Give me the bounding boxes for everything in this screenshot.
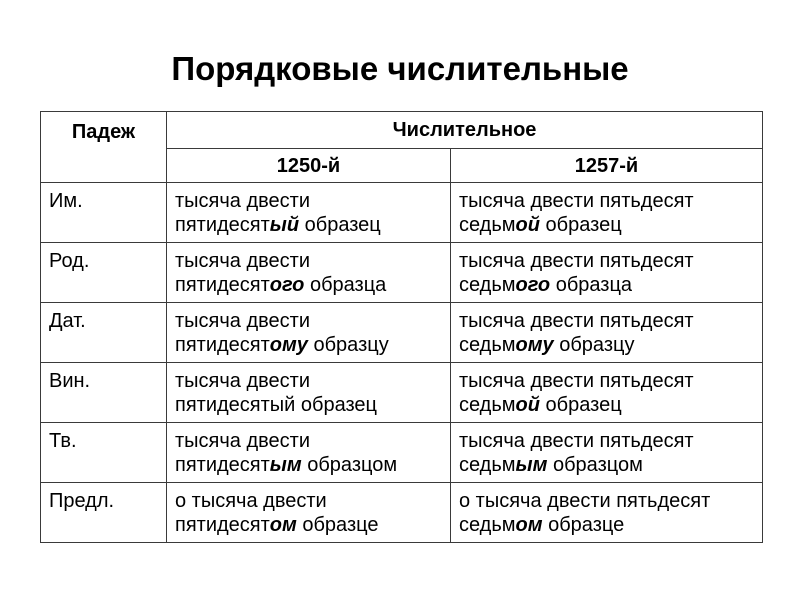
- phrase-cell-1250: [167, 363, 451, 423]
- phrase-line-1: [175, 369, 450, 393]
- ordinal-ending: ой: [515, 394, 540, 416]
- noun-word: образца: [550, 274, 633, 296]
- phrase-line-2: [459, 273, 762, 297]
- noun-word: образец: [539, 394, 622, 416]
- phrase-cell-1250: [167, 183, 451, 243]
- numeral-column-header: Числительное: [167, 112, 763, 149]
- phrase-cell-1257: [451, 363, 763, 423]
- ordinal-ending: ым: [269, 454, 302, 476]
- ordinal-ending: ой: [515, 214, 540, 236]
- page-title: Порядковые числительные: [171, 50, 629, 87]
- phrase-cell-1250: [167, 303, 451, 363]
- phrase-line-2: [459, 513, 762, 537]
- phrase-prefix: о тысяча двести: [175, 490, 327, 512]
- ordinal-ending: ого: [269, 274, 305, 296]
- noun-word: образце: [542, 514, 625, 536]
- ordinal-ending: ому: [515, 334, 554, 356]
- phrase-prefix: тысяча двести: [175, 430, 310, 452]
- noun-word: образцу: [553, 334, 635, 356]
- noun-word: образцом: [547, 454, 643, 476]
- declension-table: [40, 111, 763, 543]
- table-row: [41, 183, 763, 243]
- ordinal-stem: седьм: [459, 514, 516, 536]
- phrase-line-1: [459, 249, 762, 273]
- noun-word: образец: [299, 214, 381, 236]
- case-cell: Род.: [41, 243, 167, 303]
- phrase-line-2: [175, 513, 450, 537]
- ordinal-stem: пятидесят: [175, 454, 270, 476]
- phrase-line-2: [175, 273, 450, 297]
- ordinal-stem: пятидесят: [175, 214, 270, 236]
- ordinal-stem: пятидесят: [175, 514, 270, 536]
- ordinal-stem: седьм: [459, 394, 516, 416]
- phrase-prefix: тысяча двести: [175, 250, 310, 272]
- phrase-cell-1257: [451, 483, 763, 543]
- phrase-line-1: [175, 429, 450, 453]
- phrase-line-2: [175, 393, 450, 417]
- phrase-line-1: [175, 489, 450, 513]
- phrase-prefix: тысяча двести пятьдесят: [459, 190, 694, 212]
- table-row: [41, 303, 763, 363]
- phrase-line-2: [459, 213, 762, 237]
- table-row: [41, 243, 763, 303]
- phrase-prefix: тысяча двести: [175, 190, 310, 212]
- numeral-1250-header: 1250-й: [167, 149, 451, 183]
- ordinal-ending: ым: [515, 454, 548, 476]
- ordinal-stem: седьм: [459, 214, 516, 236]
- ordinal-stem: седьм: [459, 334, 516, 356]
- noun-word: образцом: [301, 454, 398, 476]
- noun-word: образец: [295, 394, 378, 416]
- ordinal-stem: пятидесят: [175, 334, 270, 356]
- phrase-line-1: [459, 309, 762, 333]
- phrase-line-2: [175, 333, 450, 357]
- phrase-line-2: [459, 333, 762, 357]
- phrase-cell-1257: [451, 423, 763, 483]
- phrase-cell-1257: [451, 303, 763, 363]
- phrase-line-1: [459, 429, 762, 453]
- ordinal-stem: пятидесятый: [175, 394, 296, 416]
- phrase-line-2: [175, 453, 450, 477]
- ordinal-ending: ому: [269, 334, 308, 356]
- phrase-line-1: [459, 189, 762, 213]
- table-row: [41, 363, 763, 423]
- case-cell: Тв.: [41, 423, 167, 483]
- case-cell: Им.: [41, 183, 167, 243]
- ordinal-stem: седьм: [459, 274, 516, 296]
- phrase-prefix: тысяча двести пятьдесят: [459, 430, 694, 452]
- noun-word: образца: [304, 274, 387, 296]
- case-column-header: Падеж: [41, 112, 167, 183]
- ordinal-ending: ый: [269, 214, 300, 236]
- phrase-prefix: тысяча двести пятьдесят: [459, 310, 694, 332]
- phrase-line-1: [175, 189, 450, 213]
- phrase-cell-1257: [451, 183, 763, 243]
- phrase-line-1: [175, 309, 450, 333]
- noun-word: образце: [296, 514, 379, 536]
- phrase-prefix: тысяча двести: [175, 310, 310, 332]
- phrase-cell-1250: [167, 243, 451, 303]
- phrase-line-2: [459, 453, 762, 477]
- case-cell: Дат.: [41, 303, 167, 363]
- ordinal-ending: ом: [515, 514, 543, 536]
- noun-word: образец: [539, 214, 622, 236]
- header-row: [41, 112, 763, 149]
- phrase-prefix: тысяча двести: [175, 370, 310, 392]
- table-row: [41, 423, 763, 483]
- case-cell: Вин.: [41, 363, 167, 423]
- phrase-cell-1257: [451, 243, 763, 303]
- phrase-line-1: [175, 249, 450, 273]
- case-cell: Предл.: [41, 483, 167, 543]
- ordinal-ending: ом: [269, 514, 297, 536]
- phrase-prefix: тысяча двести пятьдесят: [459, 250, 694, 272]
- phrase-prefix: тысяча двести пятьдесят: [459, 370, 694, 392]
- table-row: [41, 483, 763, 543]
- phrase-line-2: [175, 213, 450, 237]
- phrase-cell-1250: [167, 423, 451, 483]
- phrase-line-2: [459, 393, 762, 417]
- phrase-line-1: [459, 489, 762, 513]
- noun-word: образцу: [307, 334, 389, 356]
- numeral-1257-header: 1257-й: [451, 149, 763, 183]
- ordinal-stem: седьм: [459, 454, 516, 476]
- ordinal-stem: пятидесят: [175, 274, 270, 296]
- phrase-cell-1250: [167, 483, 451, 543]
- phrase-line-1: [459, 369, 762, 393]
- ordinal-ending: ого: [515, 274, 551, 296]
- phrase-prefix: о тысяча двести пятьдесят: [459, 490, 711, 512]
